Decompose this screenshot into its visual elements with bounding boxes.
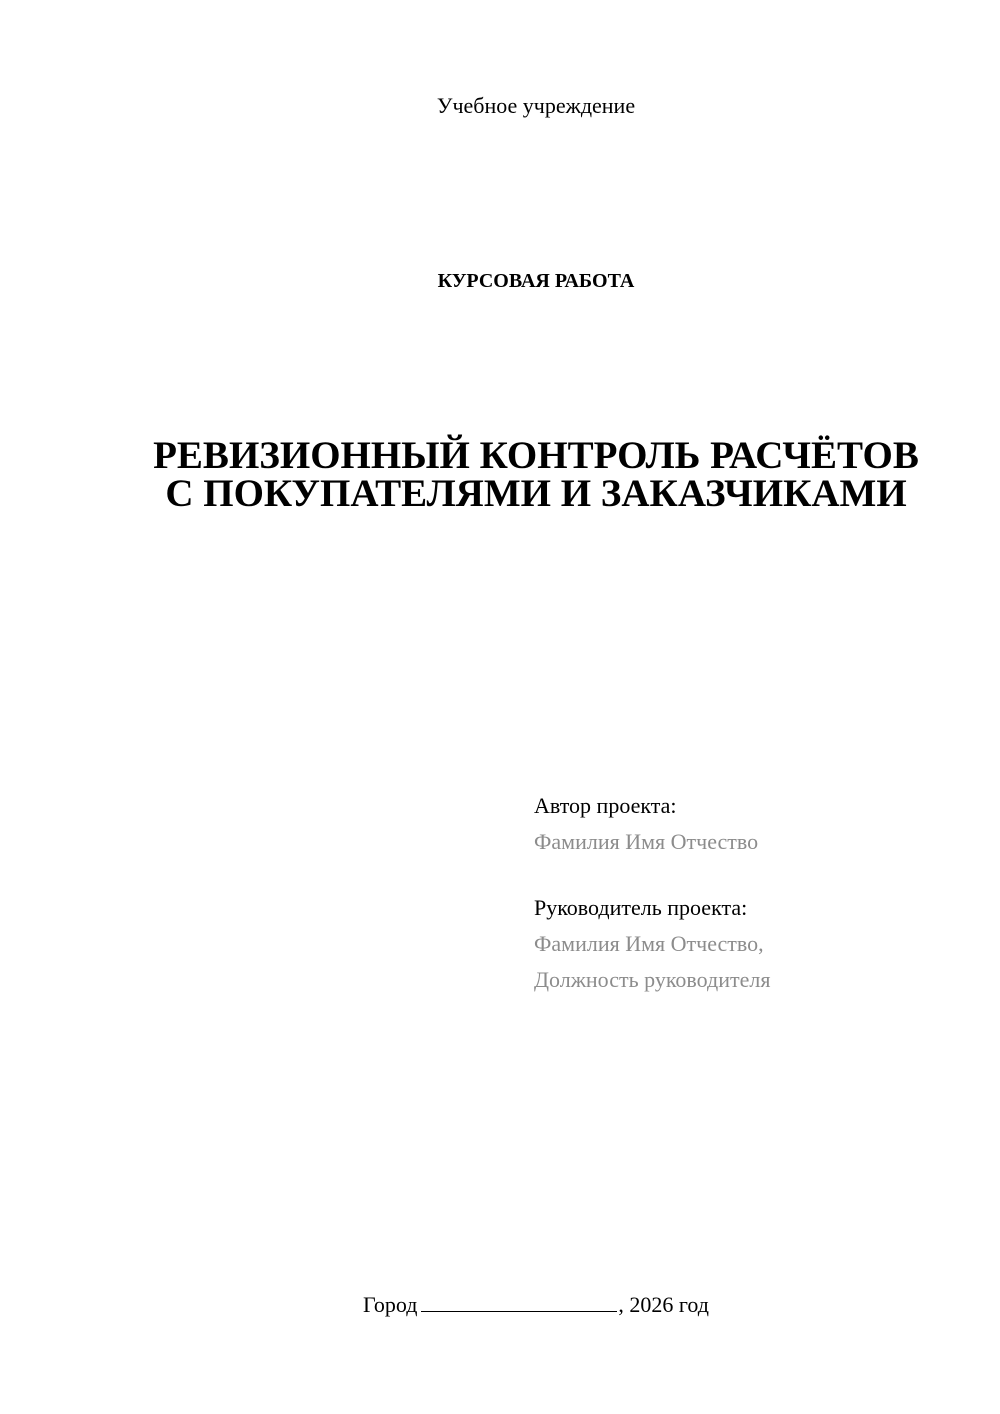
- year-text: , 2026 год: [618, 1292, 709, 1317]
- supervisor-label: Руководитель проекта:: [534, 895, 748, 920]
- supervisor-position: Должность руководителя: [534, 967, 771, 992]
- document-type: КУРСОВАЯ РАБОТА: [437, 270, 635, 292]
- supervisor-name: Фамилия Имя Отчество,: [534, 931, 764, 956]
- institution-name: Учебное учреждение: [436, 93, 636, 118]
- city-label: Город: [363, 1292, 418, 1317]
- city-blank-line: [421, 1292, 617, 1312]
- city-year-line: [0, 1290, 1000, 1320]
- document-title-line-1: РЕВИЗИОННЫЙ КОНТРОЛЬ РАСЧЁТОВ: [153, 434, 919, 477]
- document-title: [0, 434, 1000, 515]
- author-name: Фамилия Имя Отчество: [534, 829, 759, 854]
- credits-spacer: [534, 860, 954, 890]
- credits-block: [534, 788, 954, 998]
- document-title-line-2: С ПОКУПАТЕЛЯМИ И ЗАКАЗЧИКАМИ: [165, 472, 907, 515]
- author-label: Автор проекта:: [534, 793, 677, 818]
